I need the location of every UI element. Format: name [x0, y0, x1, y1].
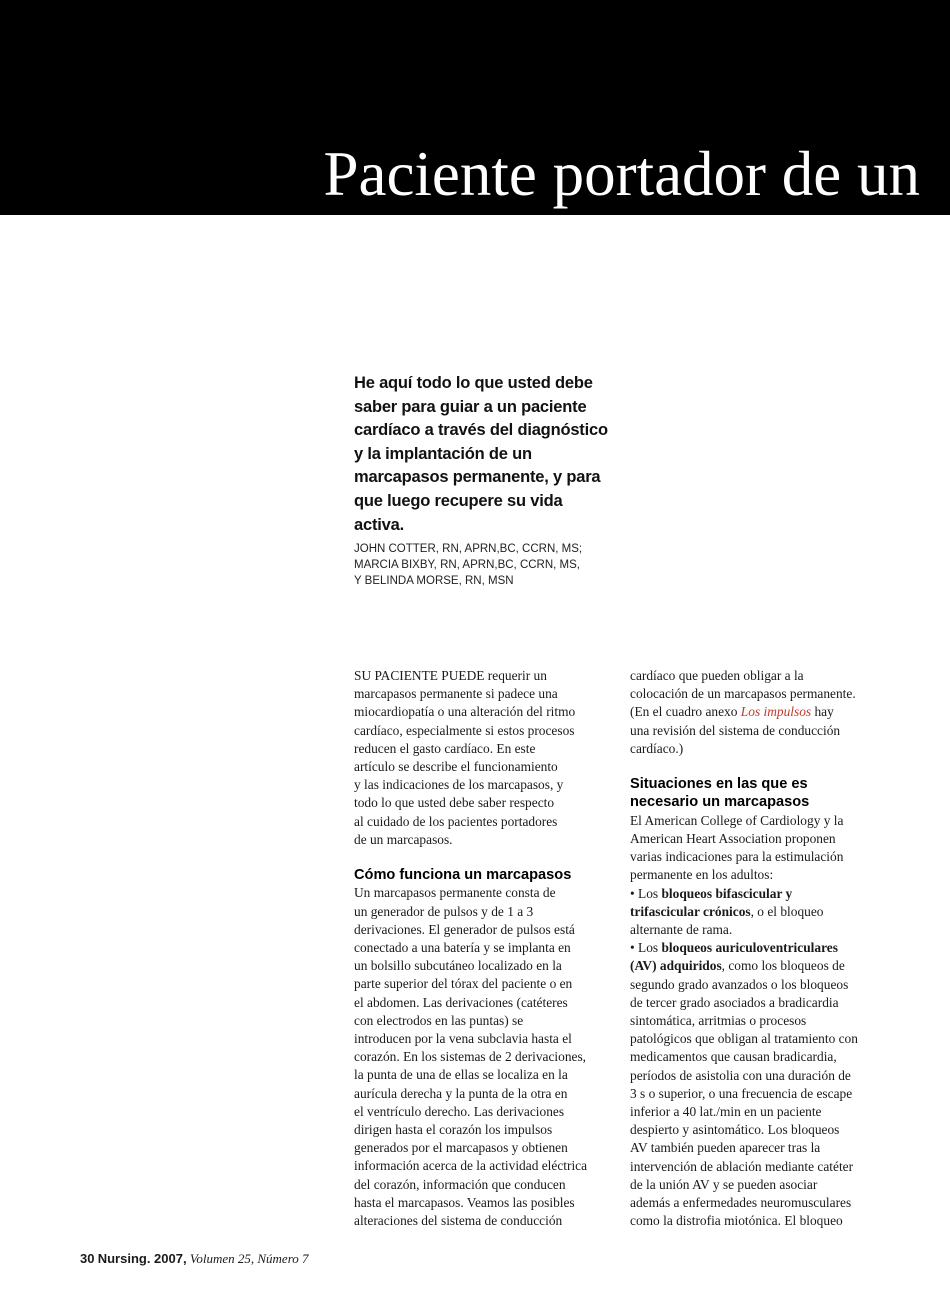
text-line: American Heart Association proponen [630, 831, 836, 847]
text-line: sintomática, arritmias o procesos [630, 1013, 807, 1029]
text-line: patológicos que obligan al tratamiento con [630, 1031, 858, 1047]
text-line: con electrodos en las puntas) se [354, 1012, 524, 1028]
text-line: un bolsillo subcutáneo localizado en la [354, 958, 562, 974]
author-line: JOHN COTTER, RN, APRN,BC, CCRN, MS; [354, 543, 583, 555]
text-line: generados por el marcapasos y obtienen [354, 1140, 568, 1156]
text-fragment: (En el cuadro anexo [630, 704, 741, 720]
body-paragraph [630, 812, 880, 885]
author-byline [354, 541, 634, 589]
bullet-item [630, 885, 880, 940]
left-column [354, 667, 609, 1230]
text-line: de la unión AV y se pueden asociar [630, 1176, 818, 1192]
text-line: cardíaco, especialmente si estos procesos [354, 722, 575, 738]
text-fragment: , o el bloqueo [750, 903, 824, 919]
text-line: al cuidado de los pacientes portadores [354, 813, 558, 829]
right-column [630, 667, 880, 1231]
text-line: conectado a una batería y se implanta en [354, 940, 571, 956]
bullet-prefix: • Los [630, 885, 662, 901]
text-line: segundo grado avanzados o los bloqueos [630, 976, 849, 992]
continuation-paragraph [630, 667, 880, 758]
text-line: cardíaco que pueden obligar a la [630, 668, 804, 683]
text-line: El American College of Cardiology y la [630, 812, 844, 828]
text-line: AV también pueden aparecer tras la [630, 1140, 821, 1156]
section-heading: Situaciones en las que es [630, 776, 808, 793]
text-line: alteraciones del sistema de conducción [354, 1213, 563, 1229]
text-line: derivaciones. El generador de pulsos está [354, 921, 575, 937]
text-line: aurícula derecha y la punta de la otra en [354, 1085, 568, 1101]
text-line: despierto y asintomático. Los bloqueos [630, 1122, 840, 1138]
text-line: marcapasos permanente si padece una [354, 686, 558, 702]
text-line: varias indicaciones para la estimulación [630, 849, 844, 865]
text-line: como la distrofia miotónica. El bloqueo [630, 1213, 843, 1229]
section-heading: Cómo funciona un marcapasos [354, 867, 572, 884]
bold-term: bloqueos bifascicular y [661, 885, 793, 901]
text-line: además a enfermedades neuromusculares [630, 1195, 852, 1211]
text-line: 3 s o superior, o una frecuencia de escape [630, 1085, 853, 1101]
text-line: alternante de rama. [630, 922, 733, 938]
text-line: intervención de ablación mediante catéter [630, 1158, 854, 1174]
text-line: inferior a 40 lat./min en un paciente [630, 1104, 822, 1120]
text-line: y las indicaciones de los marcapasos, y [354, 777, 564, 793]
text-line: de un marcapasos. [354, 831, 453, 847]
text-line [630, 703, 880, 721]
text-line: períodos de asistolia con una duración de [630, 1067, 851, 1083]
text-line: parte superior del tórax del paciente o en [354, 976, 573, 992]
text-line: introducen por la vena subclavia hasta el [354, 1031, 572, 1047]
text-line: del corazón, información que conducen [354, 1176, 566, 1192]
text-line: información acerca de la actividad eléctrica [354, 1158, 588, 1174]
text-line: cardíaco.) [630, 740, 684, 756]
author-line: Y BELINDA MORSE, RN, MSN [354, 575, 514, 587]
text-line [630, 903, 880, 921]
text-line: de tercer grado asociados a bradicardia [630, 994, 839, 1010]
text-line: el abdomen. Las derivaciones (catéteres [354, 994, 568, 1010]
text-line: medicamentos que causan bradicardia, [630, 1049, 837, 1065]
text-line: permanente en los adultos: [630, 867, 774, 883]
page-number: 30 [80, 1251, 95, 1266]
section-heading: necesario un marcapasos [630, 794, 810, 811]
text-line: artículo se describe el funcionamiento [354, 759, 558, 775]
magazine-name: Nursing. 2007, [97, 1251, 187, 1266]
text-line: SU PACIENTE PUEDE requerir un [354, 668, 547, 683]
text-line: el ventrículo derecho. Las derivaciones [354, 1103, 565, 1119]
text-line [630, 957, 880, 975]
text-line [630, 939, 880, 957]
body-paragraph [354, 884, 609, 1230]
bullet-item [630, 939, 880, 1230]
text-line: corazón. En los sistemas de 2 derivaciones, [354, 1049, 587, 1065]
volume-info: Volumen 25, Número 7 [189, 1251, 309, 1266]
text-line [630, 885, 880, 903]
bullet-prefix: • Los [630, 940, 662, 956]
bold-term: trifascicular crónicos [630, 903, 751, 919]
intro-paragraph [354, 667, 609, 849]
text-line: Un marcapasos permanente consta de [354, 885, 556, 901]
text-fragment: hay [811, 704, 834, 720]
text-line: hasta el marcapasos. Veamos las posibles [354, 1194, 575, 1210]
text-line: todo lo que usted debe saber respecto [354, 795, 555, 811]
text-line: reducen el gasto cardíaco. En este [354, 740, 536, 756]
article-deck: He aquí todo lo que usted debe saber para guiar a un paciente cardíaco a través del diagnóstico y la implantación de un marcapasos permanente, y para que luego recupere su vida activa. [354, 374, 608, 534]
bold-term: bloqueos auriculoventriculares [661, 940, 838, 956]
text-line: colocación de un marcapasos permanente. [630, 686, 856, 702]
text-line: dirigen hasta el corazón los impulsos [354, 1122, 553, 1138]
text-line: la punta de una de ellas se localiza en la [354, 1067, 568, 1083]
page-footer [80, 1250, 309, 1268]
sidebar-reference-link[interactable]: Los impulsos [740, 704, 812, 720]
page-title: Paciente portador de un [323, 139, 920, 209]
author-line: MARCIA BIXBY, RN, APRN,BC, CCRN, MS, [354, 559, 581, 571]
text-line: miocardiopatía o una alteración del ritmo [354, 704, 576, 720]
bold-term: (AV) adquiridos [630, 958, 722, 974]
text-fragment: , como los bloqueos de [721, 958, 845, 974]
text-line: un generador de pulsos y de 1 a 3 [354, 903, 534, 919]
text-line: una revisión del sistema de conducción [630, 722, 841, 738]
